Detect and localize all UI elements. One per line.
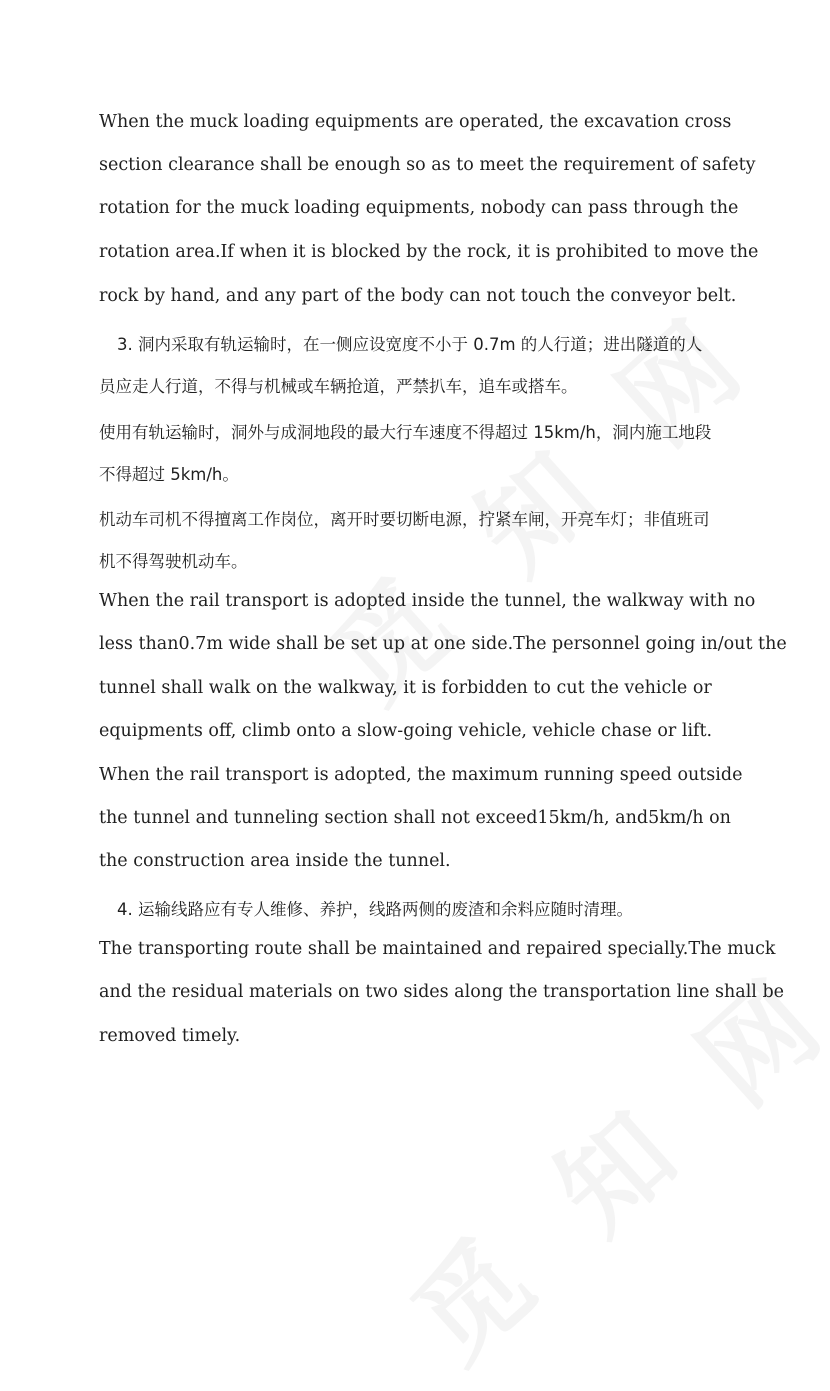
text-line: rotation area.If when it is blocked by the rock, it is prohibited to move the bbox=[99, 242, 759, 262]
text-line: the construction area inside the tunnel. bbox=[99, 851, 451, 871]
text-line: When the muck loading equipments are operated, the excavation cross bbox=[99, 112, 732, 132]
text-line: and the residual materials on two sides along the transportation line shall be bbox=[99, 982, 785, 1002]
text-line: tunnel shall walk on the walkway, it is forbidden to cut the vehicle or bbox=[99, 678, 712, 698]
text-line: When the rail transport is adopted inside the tunnel, the walkway with no bbox=[99, 591, 756, 611]
list-item-3: 3. 洞内采取有轨运输时，在一侧应设宽度不小于 0.7m 的人行道；进出隧道的人 bbox=[117, 335, 703, 354]
text-line: 使用有轨运输时，洞外与成洞地段的最大行车速度不得超过 15km/h，洞内施工地段 bbox=[99, 423, 712, 442]
text-line: 机动车司机不得擅离工作岗位，离开时要切断电源，拧紧车闸，开亮车灯；非值班司 bbox=[99, 510, 710, 529]
text-line: 员应走人行道，不得与机械或车辆抢道，严禁扒车，追车或搭车。 bbox=[99, 377, 578, 396]
text-line: rock by hand, and any part of the body can not touch the conveyor belt. bbox=[99, 286, 737, 306]
text-line: removed timely. bbox=[99, 1026, 241, 1046]
text-line: section clearance shall be enough so as to meet the requirement of safety bbox=[99, 155, 756, 175]
list-item-4: 4. 运输线路应有专人维修、养护，线路两侧的废渣和余料应随时清理。 bbox=[117, 900, 633, 919]
text-line: 机不得驾驶机动车。 bbox=[99, 552, 248, 571]
text-line: the tunnel and tunneling section shall not exceed15km/h, and5km/h on bbox=[99, 808, 731, 828]
text-line: equipments off, climb onto a slow-going vehicle, vehicle chase or lift. bbox=[99, 721, 713, 741]
text-line: 不得超过 5km/h。 bbox=[99, 465, 239, 484]
text-line: When the rail transport is adopted, the maximum running speed outside bbox=[99, 765, 743, 785]
text-line: The transporting route shall be maintained and repaired specially.The muck bbox=[99, 939, 776, 959]
text-line: less than0.7m wide shall be set up at one side.The personnel going in/out the bbox=[99, 634, 787, 654]
text-line: rotation for the muck loading equipments, nobody can pass through the bbox=[99, 198, 739, 218]
